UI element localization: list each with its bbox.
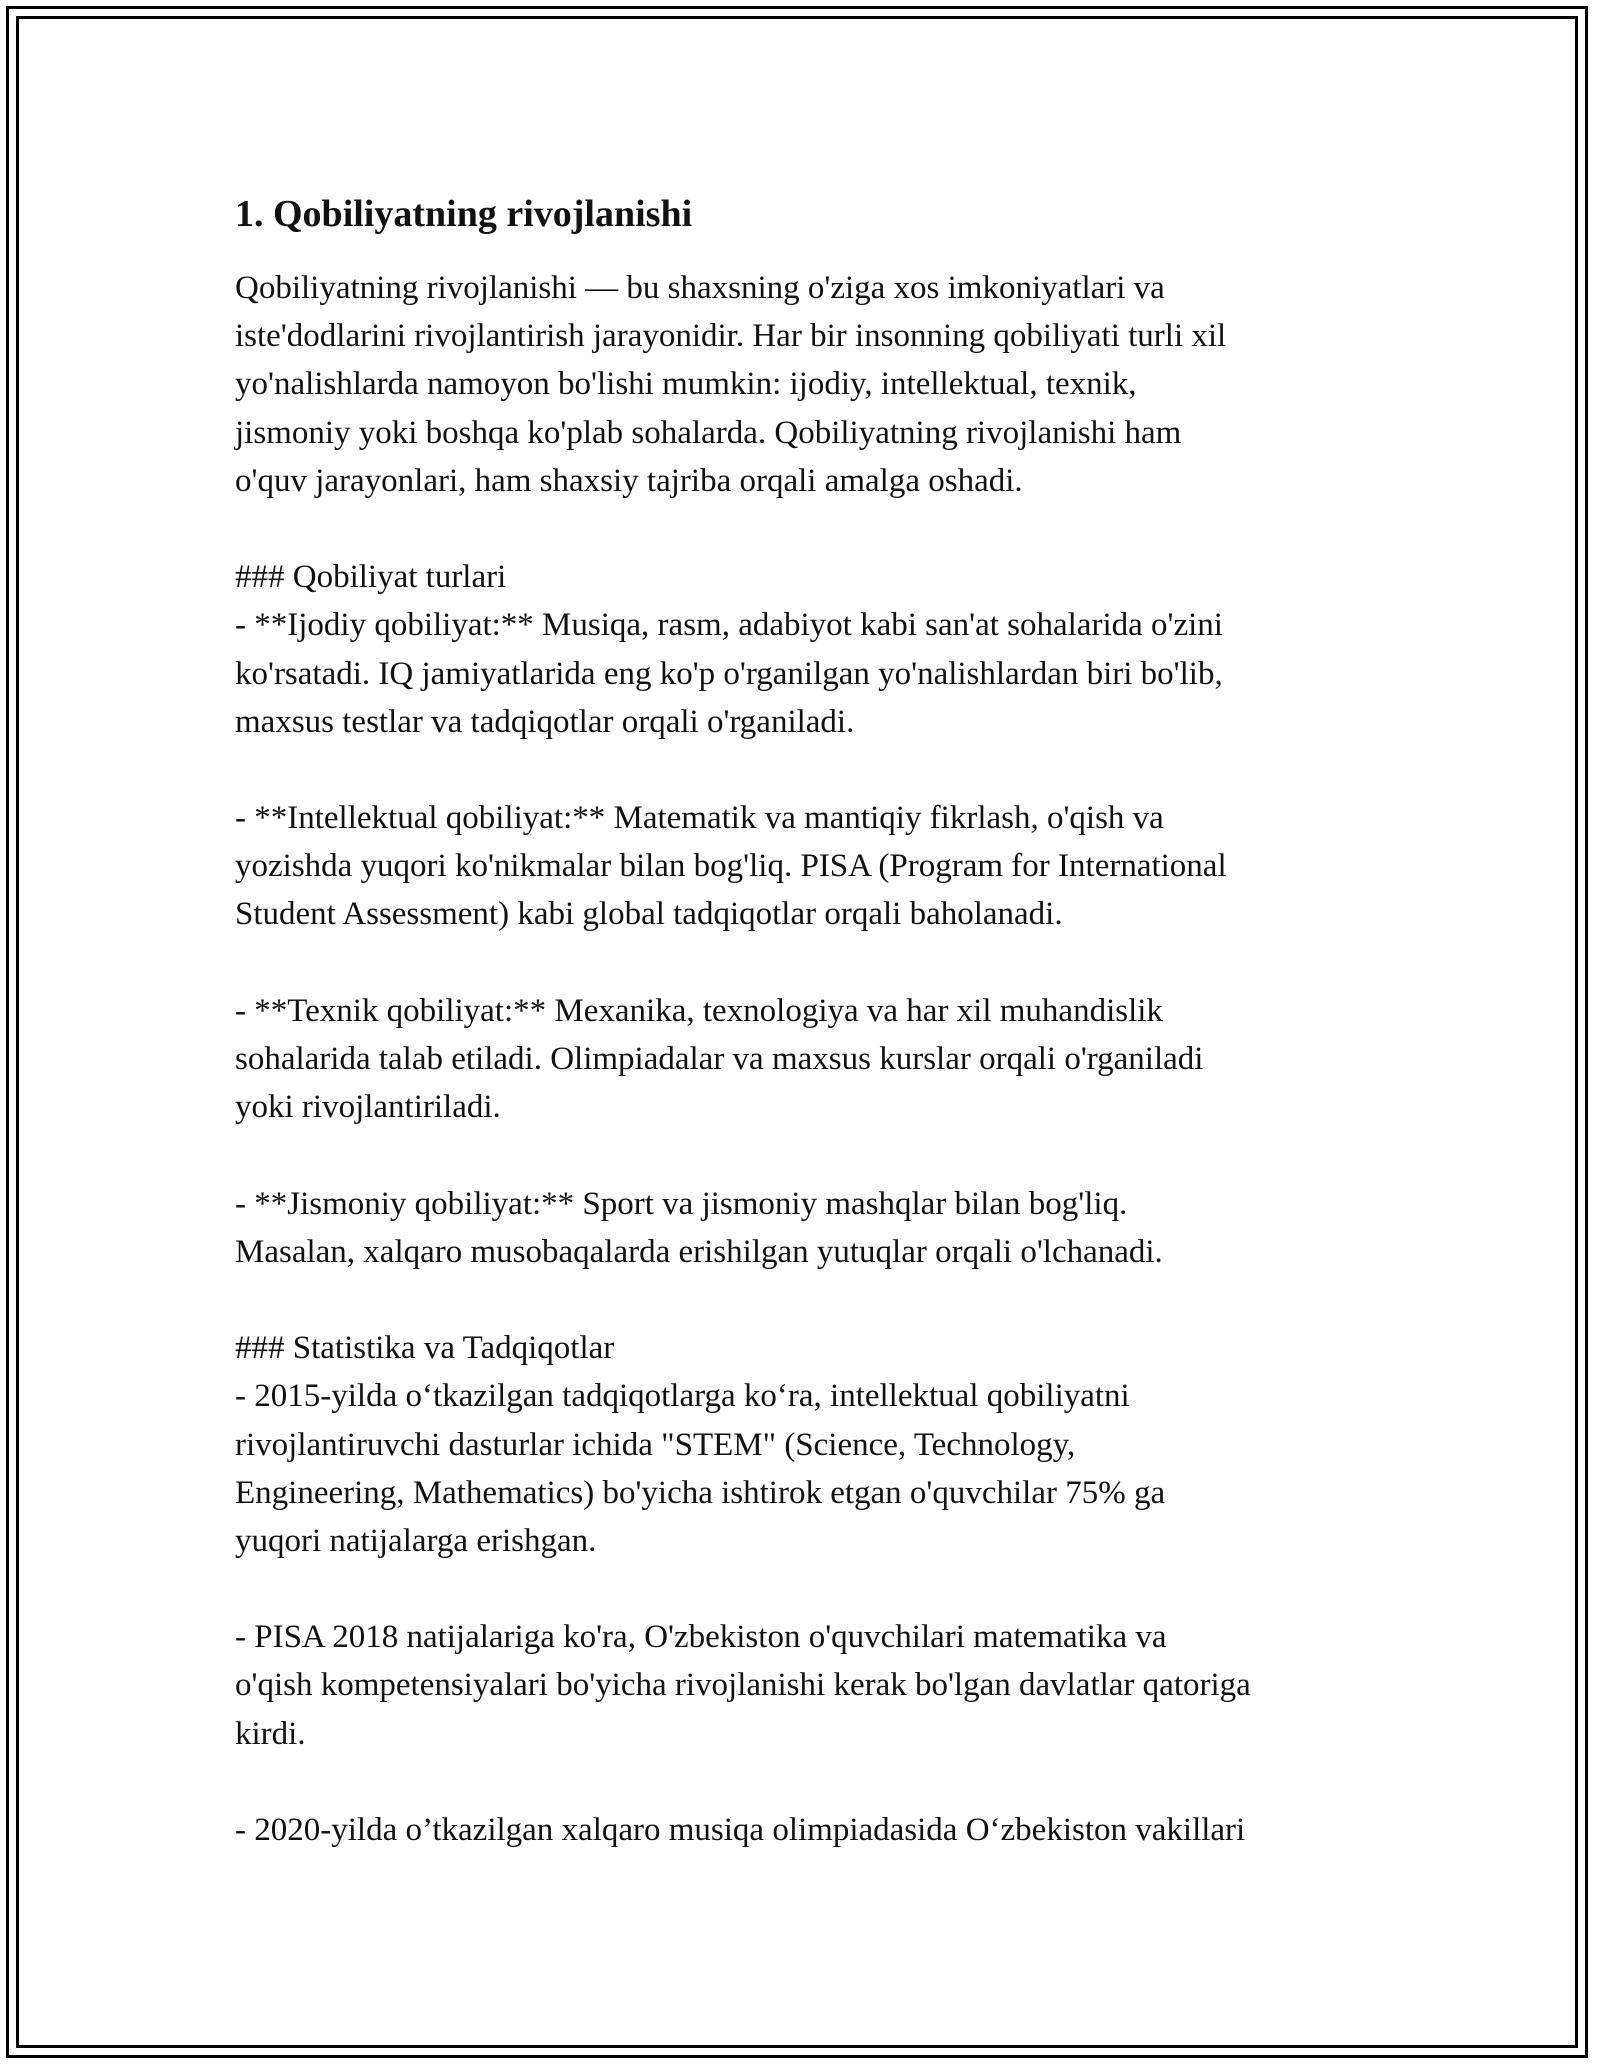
blank-line <box>235 1131 1375 1179</box>
text-line: ko'rsatadi. IQ jamiyatlarida eng ko'p o'rganilgan yo'nalishlardan biri bo'lib, <box>235 655 1223 692</box>
blank-line <box>235 1758 1375 1806</box>
text-line: yozishda yuqori ko'nikmalar bilan bog'liq. PISA (Program for International <box>235 848 1227 885</box>
blank-line <box>235 746 1375 794</box>
document-title: 1. Qobiliyatning rivojlanishi <box>235 193 693 235</box>
text-line: Qobiliyatning rivojlanishi — bu shaxsning o'ziga xos imkoniyatlari va <box>235 270 1165 306</box>
text-line: ### Qobiliyat turlari <box>235 559 507 596</box>
text-line: - 2020-yilda o’tkazilgan xalqaro musiqa olimpiadasida O‘zbekiston vakillari <box>235 1812 1246 1848</box>
text-line: maxsus testlar va tadqiqotlar orqali o'rganiladi. <box>235 703 855 740</box>
text-line: - **Texnik qobiliyat:** Mexanika, texnologiya va har xil muhandislik <box>235 992 1163 1029</box>
blank-line <box>235 1276 1375 1324</box>
text-line: - **Jismoniy qobiliyat:** Sport va jismoniy mashqlar bilan bog'liq. <box>235 1185 1128 1222</box>
blank-line <box>235 505 1375 553</box>
text-line: iste'dodlarini rivojlantirish jarayonidir. Har bir insonning qobiliyati turli xil <box>235 318 1227 355</box>
text-line: yuqori natijalarga erishgan. <box>235 1522 597 1559</box>
text-line: Student Assessment) kabi global tadqiqotlar orqali baholanadi. <box>235 896 1063 933</box>
text-line: ### Statistika va Tadqiqotlar <box>235 1330 615 1367</box>
text-line: - 2015-yilda o‘tkazilgan tadqiqotlarga ko‘ra, intellektual qobiliyatni <box>235 1378 1130 1415</box>
text-line: rivojlantiruvchi dasturlar ichida "STEM" (Science, Technology, <box>235 1426 1076 1463</box>
text-line: kirdi. <box>235 1715 306 1752</box>
text-line: o'qish kompetensiyalari bo'yicha rivojlanishi kerak bo'lgan davlatlar qatoriga <box>235 1667 1251 1704</box>
text-line: - PISA 2018 natijalariga ko'ra, O'zbekiston o'quvchilari matematika va <box>235 1619 1167 1656</box>
text-line: sohalarida talab etiladi. Olimpiadalar va maxsus kurslar orqali o'rganiladi <box>235 1041 1204 1077</box>
text-line: yoki rivojlantiriladi. <box>235 1089 501 1126</box>
text-line: Engineering, Mathematics) bo'yicha ishtirok etgan o'quvchilar 75% ga <box>235 1474 1166 1511</box>
document-text <box>235 264 1375 1854</box>
document-body <box>235 186 1375 1854</box>
text-line: - **Intellektual qobiliyat:** Matematik va mantiqiy fikrlash, o'qish va <box>235 800 1164 837</box>
text-line: Masalan, xalqaro musobaqalarda erishilgan yutuqlar orqali o'lchanadi. <box>235 1233 1163 1270</box>
text-line: yo'nalishlarda namoyon bo'lishi mumkin: ijodiy, intellektual, texnik, <box>235 366 1137 403</box>
text-line: - **Ijodiy qobiliyat:** Musiqa, rasm, adabiyot kabi san'at sohalarida o'zini <box>235 607 1223 644</box>
text-line: jismoniy yoki boshqa ko'plab sohalarda. Qobiliyatning rivojlanishi ham <box>235 414 1182 451</box>
blank-line <box>235 1565 1375 1613</box>
blank-line <box>235 939 1375 987</box>
text-line: o'quv jarayonlari, ham shaxsiy tajriba orqali amalga oshadi. <box>235 462 1023 499</box>
